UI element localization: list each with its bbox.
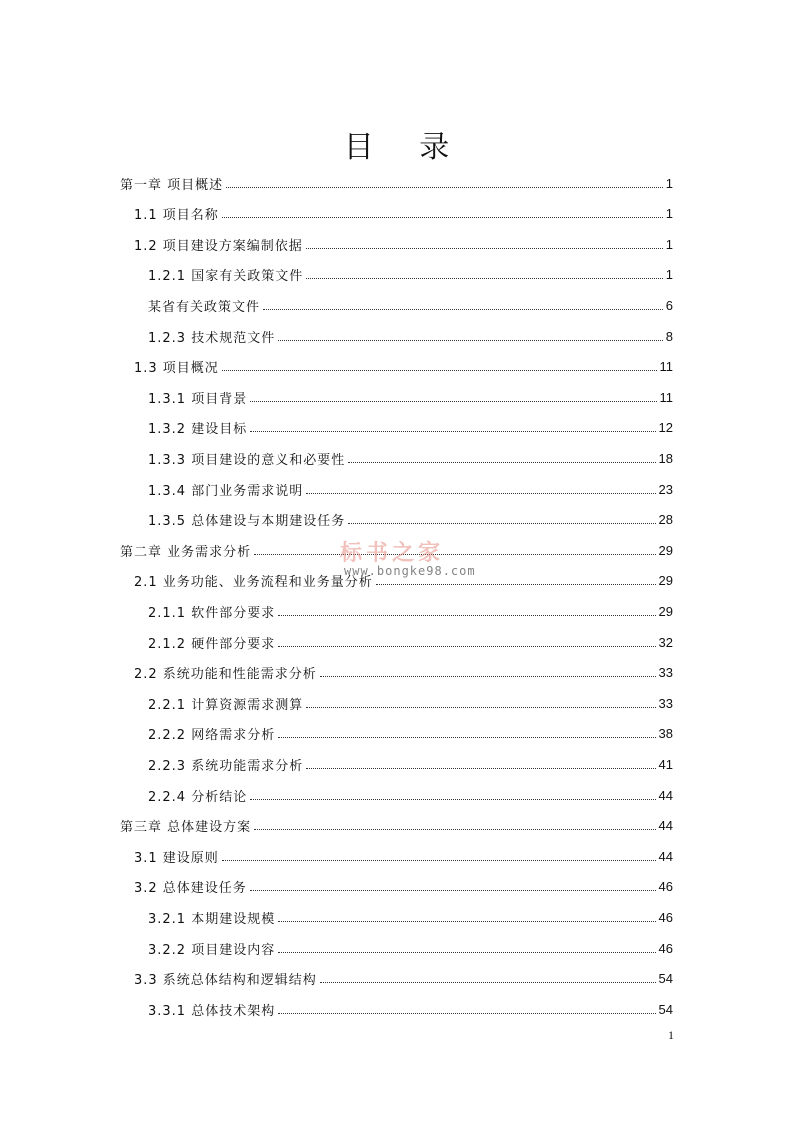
toc-entry-label: 1.2.3 技术规范文件 (148, 330, 276, 346)
toc-entry-page: 1 (665, 267, 673, 283)
toc-entry-page: 28 (658, 512, 673, 528)
toc-entry[interactable] (148, 994, 673, 1024)
toc-entry[interactable] (148, 749, 673, 779)
toc-entry-page: 41 (658, 756, 673, 772)
toc-entry-label: 2.2.1 计算资源需求测算 (148, 697, 304, 713)
toc-entry-page: 54 (658, 1001, 673, 1017)
toc-dot-leader (320, 676, 656, 677)
toc-dot-leader (348, 462, 655, 463)
toc-entry-label: 3.3 系统总体结构和逻辑结构 (134, 973, 317, 989)
toc-entry-page: 46 (658, 879, 673, 895)
toc-dot-leader (263, 309, 663, 310)
toc-entry-page: 6 (665, 297, 673, 313)
toc-entry-page: 46 (658, 909, 673, 925)
toc-entry-label: 某省有关政策文件 (148, 299, 261, 315)
toc-entry-label: 第三章 总体建设方案 (120, 820, 252, 836)
toc-entry-label: 1.3.4 部门业务需求说明 (148, 483, 304, 499)
toc-dot-leader (278, 737, 655, 738)
toc-entry-label: 2.2.4 分析结论 (148, 789, 248, 805)
toc-entry[interactable] (148, 505, 673, 535)
watermark-brand: 标书之家 (340, 541, 445, 566)
toc-entry[interactable] (148, 902, 673, 932)
toc-entry-label: 2.1.2 硬件部分要求 (148, 636, 276, 652)
toc-entry-page: 44 (658, 787, 673, 803)
toc-entry-label: 1.3.2 建设目标 (148, 422, 248, 438)
toc-dot-leader (222, 217, 663, 218)
toc-entry-label: 3.3.1 总体技术架构 (148, 1003, 276, 1019)
toc-dot-leader (306, 707, 655, 708)
toc-entry[interactable] (134, 658, 673, 688)
toc-dot-leader (250, 799, 655, 800)
toc-entry-label: 2.1 业务功能、业务流程和业务量分析 (134, 575, 373, 591)
toc-entry-page: 18 (658, 450, 673, 466)
toc-entry[interactable] (148, 290, 673, 320)
toc-entry-page: 29 (658, 603, 673, 619)
toc-entry[interactable] (148, 627, 673, 657)
toc-dot-leader (306, 493, 655, 494)
toc-entry-page: 1 (665, 206, 673, 222)
toc-entry[interactable] (120, 168, 673, 198)
toc-entry-label: 2.2.2 网络需求分析 (148, 728, 276, 744)
toc-entry[interactable] (134, 199, 673, 229)
toc-dot-leader (254, 829, 655, 830)
toc-entry[interactable] (148, 321, 673, 351)
toc-entry[interactable] (148, 413, 673, 443)
toc-entry-page: 29 (658, 542, 673, 558)
watermark-url: www.bongke98.com (344, 564, 476, 578)
toc-entry-label: 第一章 项目概述 (120, 177, 224, 193)
toc-dot-leader (222, 370, 657, 371)
toc-dot-leader (306, 768, 655, 769)
toc-entry-label: 1.2.1 国家有关政策文件 (148, 269, 304, 285)
toc-entry[interactable] (148, 474, 673, 504)
toc-entry[interactable] (134, 841, 673, 871)
toc-entry-page: 54 (658, 971, 673, 987)
toc-entry[interactable] (148, 260, 673, 290)
toc-entry-page: 1 (665, 175, 673, 191)
toc-dot-leader (320, 982, 656, 983)
toc-dot-leader (250, 890, 656, 891)
toc-entry-page: 33 (658, 665, 673, 681)
toc-entry[interactable] (134, 872, 673, 902)
toc-entry[interactable] (134, 964, 673, 994)
toc-entry[interactable] (148, 780, 673, 810)
page-number: 1 (668, 1028, 674, 1042)
toc-entry[interactable] (148, 596, 673, 626)
toc-entry-page: 46 (658, 940, 673, 956)
toc-dot-leader (278, 1013, 655, 1014)
toc-entry-label: 3.2.2 项目建设内容 (148, 942, 276, 958)
toc-entry-label: 2.1.1 软件部分要求 (148, 605, 276, 621)
watermark (340, 536, 480, 586)
toc-entry[interactable] (120, 811, 673, 841)
toc-entry-page: 32 (658, 634, 673, 650)
toc-entry-page: 8 (665, 328, 673, 344)
toc-entry-label: 3.2.1 本期建设规模 (148, 911, 276, 927)
toc-entry-label: 3.2 总体建设任务 (134, 881, 247, 897)
toc-entry[interactable] (148, 933, 673, 963)
toc-entry-label: 2.2.3 系统功能需求分析 (148, 758, 304, 774)
toc-entry-label: 1.1 项目名称 (134, 208, 219, 224)
toc-entry-page: 44 (658, 818, 673, 834)
toc-entry-page: 11 (659, 359, 673, 375)
toc-entry-page: 12 (658, 420, 673, 436)
toc-dot-leader (222, 860, 656, 861)
toc-entry-label: 1.3.5 总体建设与本期建设任务 (148, 514, 346, 530)
toc-entry-label: 1.3.1 项目背景 (148, 391, 248, 407)
toc-entry[interactable] (148, 719, 673, 749)
toc-entry-label: 1.2 项目建设方案编制依据 (134, 238, 303, 254)
toc-entry[interactable] (148, 382, 673, 412)
toc-dot-leader (278, 952, 655, 953)
toc-entry-label: 1.3.3 项目建设的意义和必要性 (148, 452, 346, 468)
toc-entry-page: 11 (659, 389, 673, 405)
toc-entry-page: 38 (658, 726, 673, 742)
toc-entry-page: 1 (665, 236, 673, 252)
toc-dot-leader (278, 615, 655, 616)
toc-entry[interactable] (134, 229, 673, 259)
toc-entry[interactable] (134, 352, 673, 382)
toc-entry[interactable] (148, 688, 673, 718)
toc-entry-page: 29 (658, 573, 673, 589)
toc-entry-label: 1.3 项目概况 (134, 361, 219, 377)
toc-dot-leader (278, 921, 655, 922)
toc-title: 目 录 (343, 130, 468, 165)
toc-dot-leader (250, 431, 655, 432)
toc-entry-label: 3.1 建设原则 (134, 850, 219, 866)
toc-entry-label: 第二章 业务需求分析 (120, 544, 252, 560)
toc-entry-page: 33 (658, 695, 673, 711)
toc-dot-leader (306, 278, 663, 279)
toc-dot-leader (278, 340, 663, 341)
toc-entry[interactable] (148, 443, 673, 473)
toc-entry-label: 2.2 系统功能和性能需求分析 (134, 667, 317, 683)
toc-dot-leader (278, 646, 655, 647)
toc-entry-page: 23 (658, 481, 673, 497)
toc-dot-leader (250, 401, 656, 402)
toc-dot-leader (348, 523, 655, 524)
toc-dot-leader (306, 248, 663, 249)
toc-dot-leader (226, 187, 663, 188)
toc-entry-page: 44 (658, 848, 673, 864)
